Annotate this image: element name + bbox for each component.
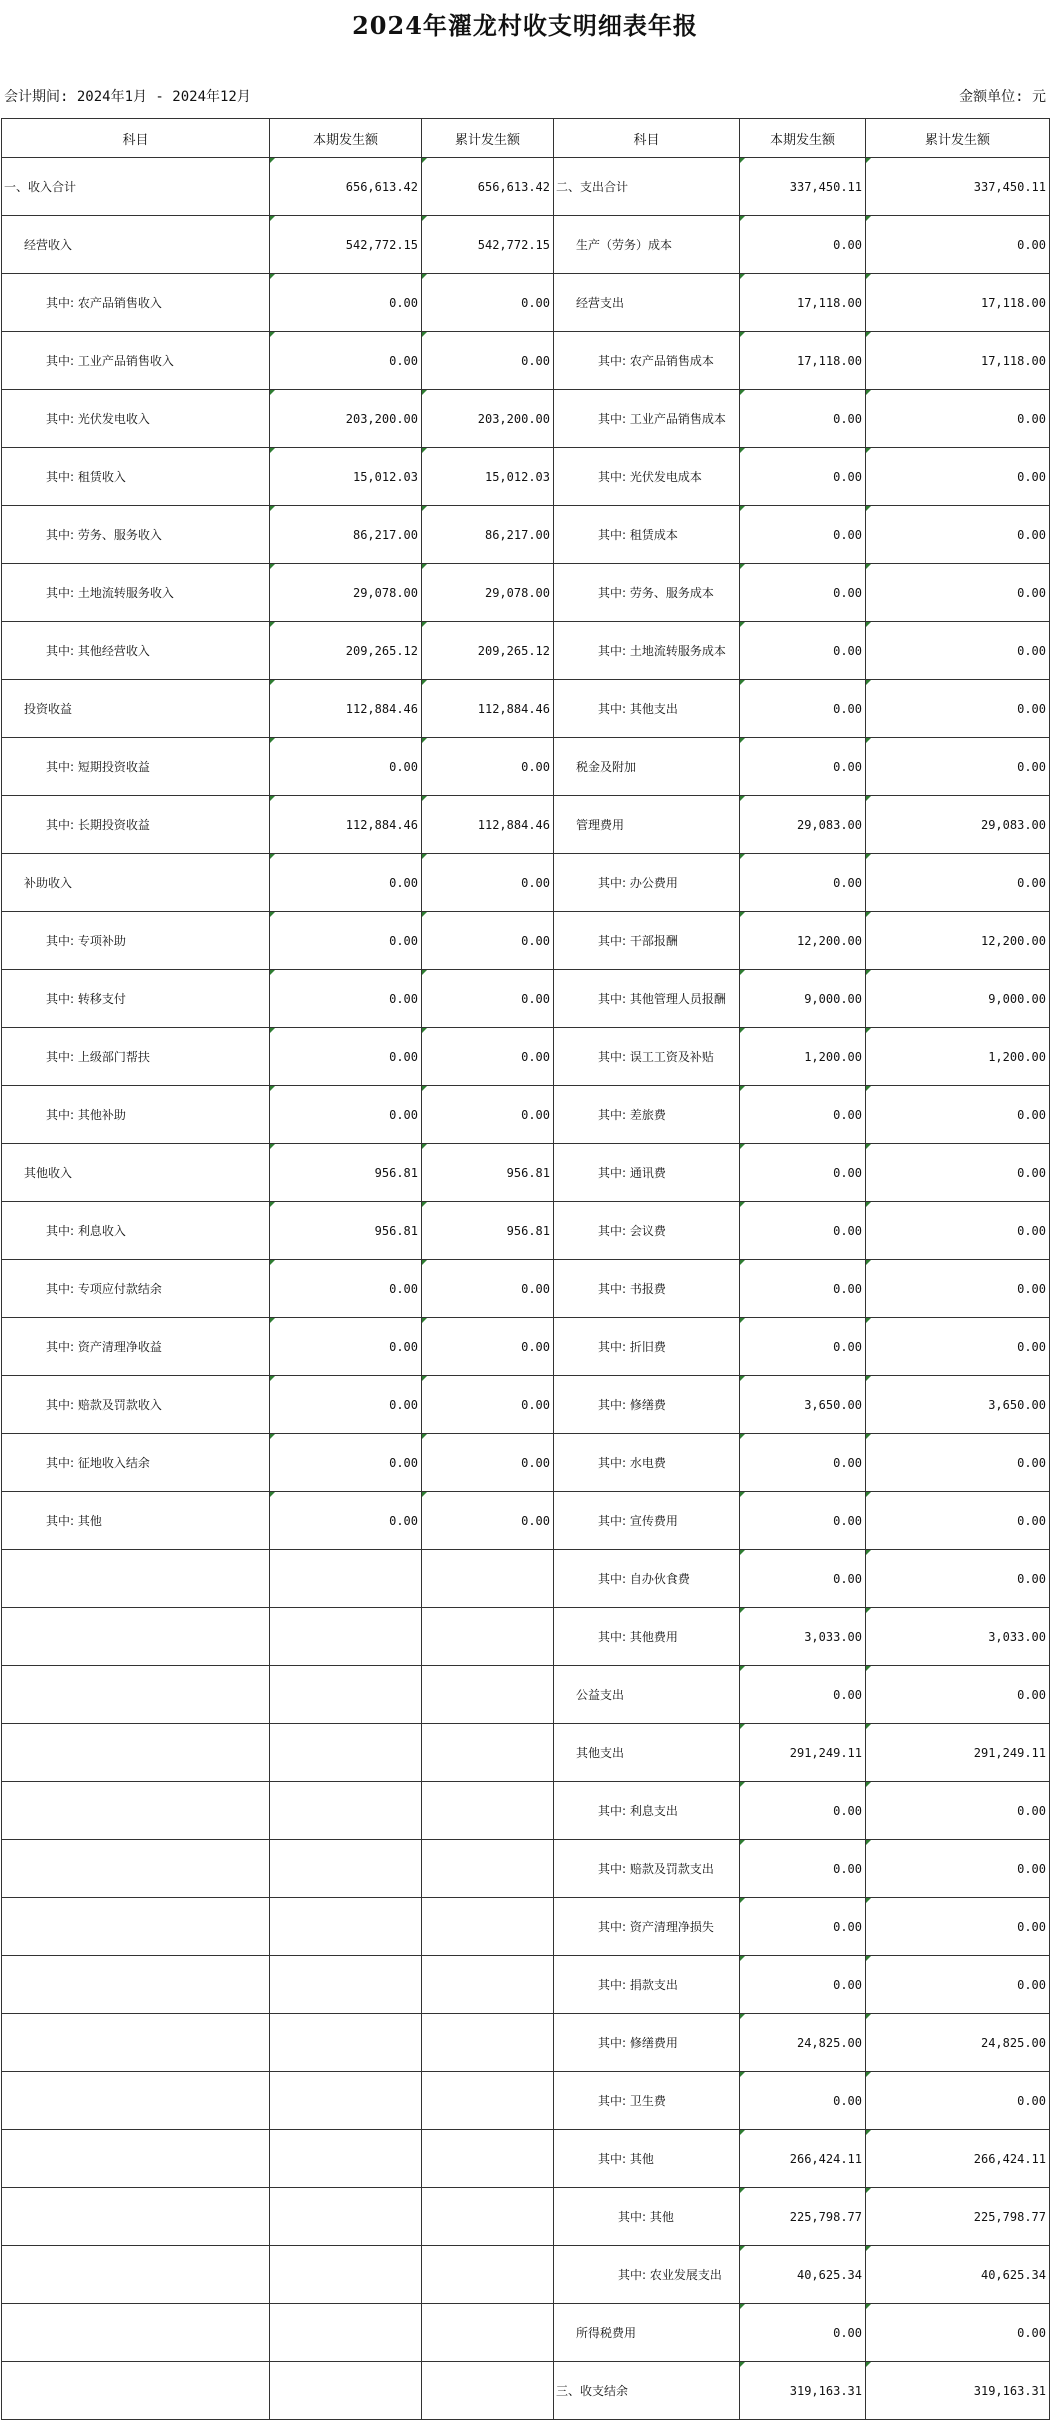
table-row [2,2014,1050,2072]
income-subject-cell: 其中: 劳务、服务收入 [2,506,270,564]
expense-cumulative-amount: 0.00 [866,506,1050,564]
expense-current-amount: 266,424.11 [740,2130,866,2188]
income-cumulative-amount: 0.00 [422,1318,554,1376]
income-current-amount [270,1840,422,1898]
table-body [2,158,1050,2420]
income-current-amount: 0.00 [270,1260,422,1318]
table-row [2,912,1050,970]
header-row [2,119,1050,158]
table-row [2,970,1050,1028]
table-row [2,158,1050,216]
expense-cumulative-amount: 225,798.77 [866,2188,1050,2246]
table-row [2,738,1050,796]
expense-subject-cell: 其中: 书报费 [554,1260,740,1318]
income-subject-cell: 其中: 光伏发电收入 [2,390,270,448]
table-header [2,119,1050,158]
expense-current-amount: 0.00 [740,1086,866,1144]
table-row [2,1840,1050,1898]
expense-current-amount: 0.00 [740,2304,866,2362]
header-expense-cumulative: 累计发生额 [866,119,1050,158]
expense-cumulative-amount: 0.00 [866,1956,1050,2014]
expense-cumulative-amount: 0.00 [866,1492,1050,1550]
income-subject-cell [2,2014,270,2072]
expense-subject-cell: 三、收支结余 [554,2362,740,2420]
table-row [2,1898,1050,1956]
expense-cumulative-amount: 291,249.11 [866,1724,1050,1782]
income-subject-cell: 其中: 土地流转服务收入 [2,564,270,622]
expense-cumulative-amount: 1,200.00 [866,1028,1050,1086]
expense-subject-cell: 其中: 干部报酬 [554,912,740,970]
income-cumulative-amount: 0.00 [422,1028,554,1086]
header-income-current: 本期发生额 [270,119,422,158]
expense-cumulative-amount: 0.00 [866,1434,1050,1492]
table-row [2,680,1050,738]
expense-subject-cell: 公益支出 [554,1666,740,1724]
expense-current-amount: 3,033.00 [740,1608,866,1666]
expense-cumulative-amount: 0.00 [866,1144,1050,1202]
table-row [2,1724,1050,1782]
expense-cumulative-amount: 0.00 [866,622,1050,680]
expense-subject-cell: 其中: 修缮费用 [554,2014,740,2072]
report-title: 2024年濯龙村收支明细表年报 [352,11,698,40]
income-current-amount: 0.00 [270,738,422,796]
expense-cumulative-amount: 337,450.11 [866,158,1050,216]
table-row [2,2188,1050,2246]
income-current-amount: 0.00 [270,1318,422,1376]
expense-cumulative-amount: 266,424.11 [866,2130,1050,2188]
expense-cumulative-amount: 0.00 [866,1202,1050,1260]
table-row [2,564,1050,622]
income-cumulative-amount [422,2362,554,2420]
income-cumulative-amount [422,1550,554,1608]
income-subject-cell [2,1550,270,1608]
expense-subject-cell: 税金及附加 [554,738,740,796]
expense-current-amount: 0.00 [740,506,866,564]
table-row [2,854,1050,912]
income-cumulative-amount: 656,613.42 [422,158,554,216]
table-row [2,274,1050,332]
table-row [2,390,1050,448]
income-current-amount: 15,012.03 [270,448,422,506]
income-current-amount [270,1666,422,1724]
expense-subject-cell: 其中: 差旅费 [554,1086,740,1144]
income-current-amount [270,2072,422,2130]
income-current-amount [270,2304,422,2362]
income-subject-cell [2,2246,270,2304]
income-subject-cell: 其中: 转移支付 [2,970,270,1028]
income-subject-cell: 其中: 征地收入结余 [2,1434,270,1492]
currency-unit: 金额单位: 元 [959,89,1046,105]
income-current-amount [270,2362,422,2420]
expense-current-amount: 0.00 [740,1260,866,1318]
expense-cumulative-amount: 0.00 [866,1260,1050,1318]
income-subject-cell: 其中: 工业产品销售收入 [2,332,270,390]
expense-current-amount: 0.00 [740,854,866,912]
income-current-amount: 29,078.00 [270,564,422,622]
income-current-amount: 956.81 [270,1144,422,1202]
expense-cumulative-amount: 12,200.00 [866,912,1050,970]
income-cumulative-amount [422,2188,554,2246]
income-subject-cell: 其中: 赔款及罚款收入 [2,1376,270,1434]
expense-subject-cell: 其中: 赔款及罚款支出 [554,1840,740,1898]
table-row [2,2246,1050,2304]
expense-current-amount: 24,825.00 [740,2014,866,2072]
expense-current-amount: 0.00 [740,1144,866,1202]
expense-cumulative-amount: 0.00 [866,564,1050,622]
expense-current-amount: 17,118.00 [740,274,866,332]
income-subject-cell [2,1782,270,1840]
expense-current-amount: 0.00 [740,2072,866,2130]
income-cumulative-amount: 203,200.00 [422,390,554,448]
table-row [2,2362,1050,2420]
header-expense-subject: 科目 [554,119,740,158]
expense-cumulative-amount: 0.00 [866,1666,1050,1724]
income-current-amount: 112,884.46 [270,680,422,738]
income-subject-cell: 其中: 短期投资收益 [2,738,270,796]
expense-current-amount: 3,650.00 [740,1376,866,1434]
expense-cumulative-amount: 0.00 [866,448,1050,506]
income-cumulative-amount: 0.00 [422,1086,554,1144]
income-subject-cell: 其中: 农产品销售收入 [2,274,270,332]
income-cumulative-amount: 956.81 [422,1202,554,1260]
expense-cumulative-amount: 0.00 [866,1550,1050,1608]
expense-subject-cell: 其中: 其他 [554,2188,740,2246]
table-row [2,1666,1050,1724]
income-subject-cell [2,1666,270,1724]
income-current-amount [270,2130,422,2188]
income-subject-cell: 经营收入 [2,216,270,274]
income-subject-cell [2,1840,270,1898]
income-subject-cell [2,2072,270,2130]
header-income-cumulative: 累计发生额 [422,119,554,158]
expense-subject-cell: 其中: 利息支出 [554,1782,740,1840]
expense-cumulative-amount: 24,825.00 [866,2014,1050,2072]
table-row [2,1028,1050,1086]
table-row [2,216,1050,274]
expense-current-amount: 0.00 [740,1492,866,1550]
expense-cumulative-amount: 17,118.00 [866,332,1050,390]
income-current-amount [270,1956,422,2014]
income-current-amount: 0.00 [270,274,422,332]
expense-subject-cell: 所得税费用 [554,2304,740,2362]
expense-current-amount: 0.00 [740,1840,866,1898]
expense-current-amount: 0.00 [740,564,866,622]
table-row [2,1492,1050,1550]
expense-cumulative-amount: 0.00 [866,2304,1050,2362]
income-subject-cell: 其中: 长期投资收益 [2,796,270,854]
income-cumulative-amount [422,1782,554,1840]
income-current-amount: 0.00 [270,1434,422,1492]
expense-current-amount: 29,083.00 [740,796,866,854]
income-cumulative-amount: 112,884.46 [422,680,554,738]
expense-current-amount: 0.00 [740,1956,866,2014]
expense-cumulative-amount: 0.00 [866,1086,1050,1144]
expense-current-amount: 225,798.77 [740,2188,866,2246]
header-income-subject: 科目 [2,119,270,158]
income-cumulative-amount: 86,217.00 [422,506,554,564]
expense-subject-cell: 其中: 误工工资及补贴 [554,1028,740,1086]
income-subject-cell [2,2188,270,2246]
income-current-amount: 112,884.46 [270,796,422,854]
expense-current-amount: 291,249.11 [740,1724,866,1782]
expense-current-amount: 319,163.31 [740,2362,866,2420]
expense-subject-cell: 其中: 办公费用 [554,854,740,912]
expense-cumulative-amount: 0.00 [866,738,1050,796]
income-cumulative-amount: 112,884.46 [422,796,554,854]
income-cumulative-amount [422,2130,554,2188]
expense-subject-cell: 其中: 其他费用 [554,1608,740,1666]
table-row [2,1376,1050,1434]
expense-cumulative-amount: 3,650.00 [866,1376,1050,1434]
income-current-amount [270,2188,422,2246]
income-subject-cell: 其中: 上级部门帮扶 [2,1028,270,1086]
table-row [2,1956,1050,2014]
expense-subject-cell: 其中: 土地流转服务成本 [554,622,740,680]
income-current-amount [270,1898,422,1956]
income-cumulative-amount [422,1724,554,1782]
income-cumulative-amount [422,1898,554,1956]
expense-cumulative-amount: 0.00 [866,680,1050,738]
income-current-amount: 0.00 [270,1086,422,1144]
expense-subject-cell: 其中: 其他支出 [554,680,740,738]
income-current-amount [270,1608,422,1666]
expense-cumulative-amount: 319,163.31 [866,2362,1050,2420]
expense-current-amount: 1,200.00 [740,1028,866,1086]
table-row [2,1434,1050,1492]
expense-subject-cell: 管理费用 [554,796,740,854]
expense-cumulative-amount: 0.00 [866,1318,1050,1376]
income-current-amount: 0.00 [270,1376,422,1434]
table-row [2,2130,1050,2188]
expense-current-amount: 0.00 [740,448,866,506]
expense-cumulative-amount: 0.00 [866,2072,1050,2130]
expense-cumulative-amount: 9,000.00 [866,970,1050,1028]
income-cumulative-amount: 956.81 [422,1144,554,1202]
income-subject-cell: 其中: 专项应付款结余 [2,1260,270,1318]
income-cumulative-amount: 209,265.12 [422,622,554,680]
expense-current-amount: 0.00 [740,1318,866,1376]
income-cumulative-amount: 15,012.03 [422,448,554,506]
income-subject-cell: 其中: 其他补助 [2,1086,270,1144]
income-cumulative-amount: 0.00 [422,738,554,796]
income-subject-cell [2,1724,270,1782]
expense-subject-cell: 其中: 其他管理人员报酬 [554,970,740,1028]
income-subject-cell: 其中: 租赁收入 [2,448,270,506]
income-subject-cell: 其中: 资产清理净收益 [2,1318,270,1376]
expense-cumulative-amount: 0.00 [866,390,1050,448]
header-expense-current: 本期发生额 [740,119,866,158]
expense-subject-cell: 其中: 农业发展支出 [554,2246,740,2304]
expense-subject-cell: 其中: 会议费 [554,1202,740,1260]
table-row [2,1782,1050,1840]
accounting-period: 会计期间: 2024年1月 - 2024年12月 [4,89,251,105]
expense-subject-cell: 其中: 修缮费 [554,1376,740,1434]
income-expense-table [1,118,1050,2420]
expense-cumulative-amount: 0.00 [866,854,1050,912]
expense-subject-cell: 其中: 水电费 [554,1434,740,1492]
income-cumulative-amount: 0.00 [422,1434,554,1492]
expense-cumulative-amount: 3,033.00 [866,1608,1050,1666]
expense-subject-cell: 其中: 捐款支出 [554,1956,740,2014]
income-current-amount: 0.00 [270,1028,422,1086]
expense-current-amount: 0.00 [740,1782,866,1840]
table-row [2,506,1050,564]
income-current-amount: 656,613.42 [270,158,422,216]
income-cumulative-amount: 0.00 [422,274,554,332]
expense-current-amount: 0.00 [740,1434,866,1492]
expense-current-amount: 0.00 [740,1898,866,1956]
expense-current-amount: 9,000.00 [740,970,866,1028]
expense-subject-cell: 经营支出 [554,274,740,332]
expense-cumulative-amount: 0.00 [866,216,1050,274]
expense-cumulative-amount: 0.00 [866,1782,1050,1840]
table-row [2,1144,1050,1202]
expense-current-amount: 0.00 [740,390,866,448]
expense-subject-cell: 其中: 租赁成本 [554,506,740,564]
income-cumulative-amount: 0.00 [422,854,554,912]
income-current-amount: 542,772.15 [270,216,422,274]
expense-subject-cell: 其中: 其他 [554,2130,740,2188]
expense-subject-cell: 生产（劳务）成本 [554,216,740,274]
income-subject-cell: 一、收入合计 [2,158,270,216]
expense-current-amount: 0.00 [740,216,866,274]
expense-current-amount: 0.00 [740,1666,866,1724]
expense-current-amount: 0.00 [740,622,866,680]
expense-current-amount: 0.00 [740,738,866,796]
income-cumulative-amount [422,2014,554,2072]
income-cumulative-amount: 0.00 [422,1376,554,1434]
expense-current-amount: 0.00 [740,680,866,738]
expense-current-amount: 12,200.00 [740,912,866,970]
income-current-amount [270,2246,422,2304]
table-row [2,796,1050,854]
expense-subject-cell: 其中: 自办伙食费 [554,1550,740,1608]
income-current-amount: 956.81 [270,1202,422,1260]
income-current-amount: 0.00 [270,854,422,912]
table-row [2,1086,1050,1144]
table-row [2,1608,1050,1666]
income-subject-cell [2,2130,270,2188]
income-current-amount: 0.00 [270,970,422,1028]
income-subject-cell [2,2304,270,2362]
expense-current-amount: 0.00 [740,1202,866,1260]
expense-cumulative-amount: 0.00 [866,1898,1050,1956]
income-current-amount [270,1550,422,1608]
income-current-amount: 0.00 [270,332,422,390]
income-subject-cell: 补助收入 [2,854,270,912]
expense-current-amount: 40,625.34 [740,2246,866,2304]
income-current-amount [270,1782,422,1840]
income-cumulative-amount [422,2246,554,2304]
expense-cumulative-amount: 0.00 [866,1840,1050,1898]
income-subject-cell: 其他收入 [2,1144,270,1202]
expense-subject-cell: 其中: 资产清理净损失 [554,1898,740,1956]
income-subject-cell: 投资收益 [2,680,270,738]
expense-current-amount: 337,450.11 [740,158,866,216]
income-subject-cell [2,1608,270,1666]
income-cumulative-amount [422,2304,554,2362]
income-cumulative-amount: 29,078.00 [422,564,554,622]
expense-cumulative-amount: 40,625.34 [866,2246,1050,2304]
income-cumulative-amount: 0.00 [422,1260,554,1318]
expense-subject-cell: 其中: 劳务、服务成本 [554,564,740,622]
income-subject-cell: 其中: 利息收入 [2,1202,270,1260]
income-cumulative-amount: 0.00 [422,1492,554,1550]
expense-subject-cell: 其中: 工业产品销售成本 [554,390,740,448]
expense-cumulative-amount: 17,118.00 [866,274,1050,332]
income-current-amount: 0.00 [270,912,422,970]
income-current-amount [270,2014,422,2072]
income-cumulative-amount [422,2072,554,2130]
income-subject-cell [2,2362,270,2420]
expense-subject-cell: 其中: 通讯费 [554,1144,740,1202]
table-row [2,1260,1050,1318]
table-row [2,448,1050,506]
income-cumulative-amount: 0.00 [422,912,554,970]
income-subject-cell: 其中: 其他 [2,1492,270,1550]
income-cumulative-amount [422,1840,554,1898]
expense-cumulative-amount: 29,083.00 [866,796,1050,854]
income-cumulative-amount: 542,772.15 [422,216,554,274]
income-cumulative-amount [422,1608,554,1666]
income-current-amount: 86,217.00 [270,506,422,564]
income-subject-cell [2,1898,270,1956]
table-row [2,622,1050,680]
income-subject-cell: 其中: 专项补助 [2,912,270,970]
table-row [2,2072,1050,2130]
expense-current-amount: 17,118.00 [740,332,866,390]
expense-subject-cell: 其中: 宣传费用 [554,1492,740,1550]
income-cumulative-amount: 0.00 [422,970,554,1028]
income-current-amount: 209,265.12 [270,622,422,680]
table-row [2,1318,1050,1376]
income-current-amount: 203,200.00 [270,390,422,448]
table-row [2,2304,1050,2362]
expense-subject-cell: 其他支出 [554,1724,740,1782]
income-current-amount: 0.00 [270,1492,422,1550]
expense-subject-cell: 其中: 折旧费 [554,1318,740,1376]
income-cumulative-amount [422,1956,554,2014]
income-subject-cell [2,1956,270,2014]
table-row [2,1202,1050,1260]
income-subject-cell: 其中: 其他经营收入 [2,622,270,680]
table-row [2,332,1050,390]
expense-subject-cell: 其中: 农产品销售成本 [554,332,740,390]
income-cumulative-amount [422,1666,554,1724]
expense-current-amount: 0.00 [740,1550,866,1608]
income-cumulative-amount: 0.00 [422,332,554,390]
income-current-amount [270,1724,422,1782]
expense-subject-cell: 二、支出合计 [554,158,740,216]
expense-subject-cell: 其中: 卫生费 [554,2072,740,2130]
expense-subject-cell: 其中: 光伏发电成本 [554,448,740,506]
table-row [2,1550,1050,1608]
